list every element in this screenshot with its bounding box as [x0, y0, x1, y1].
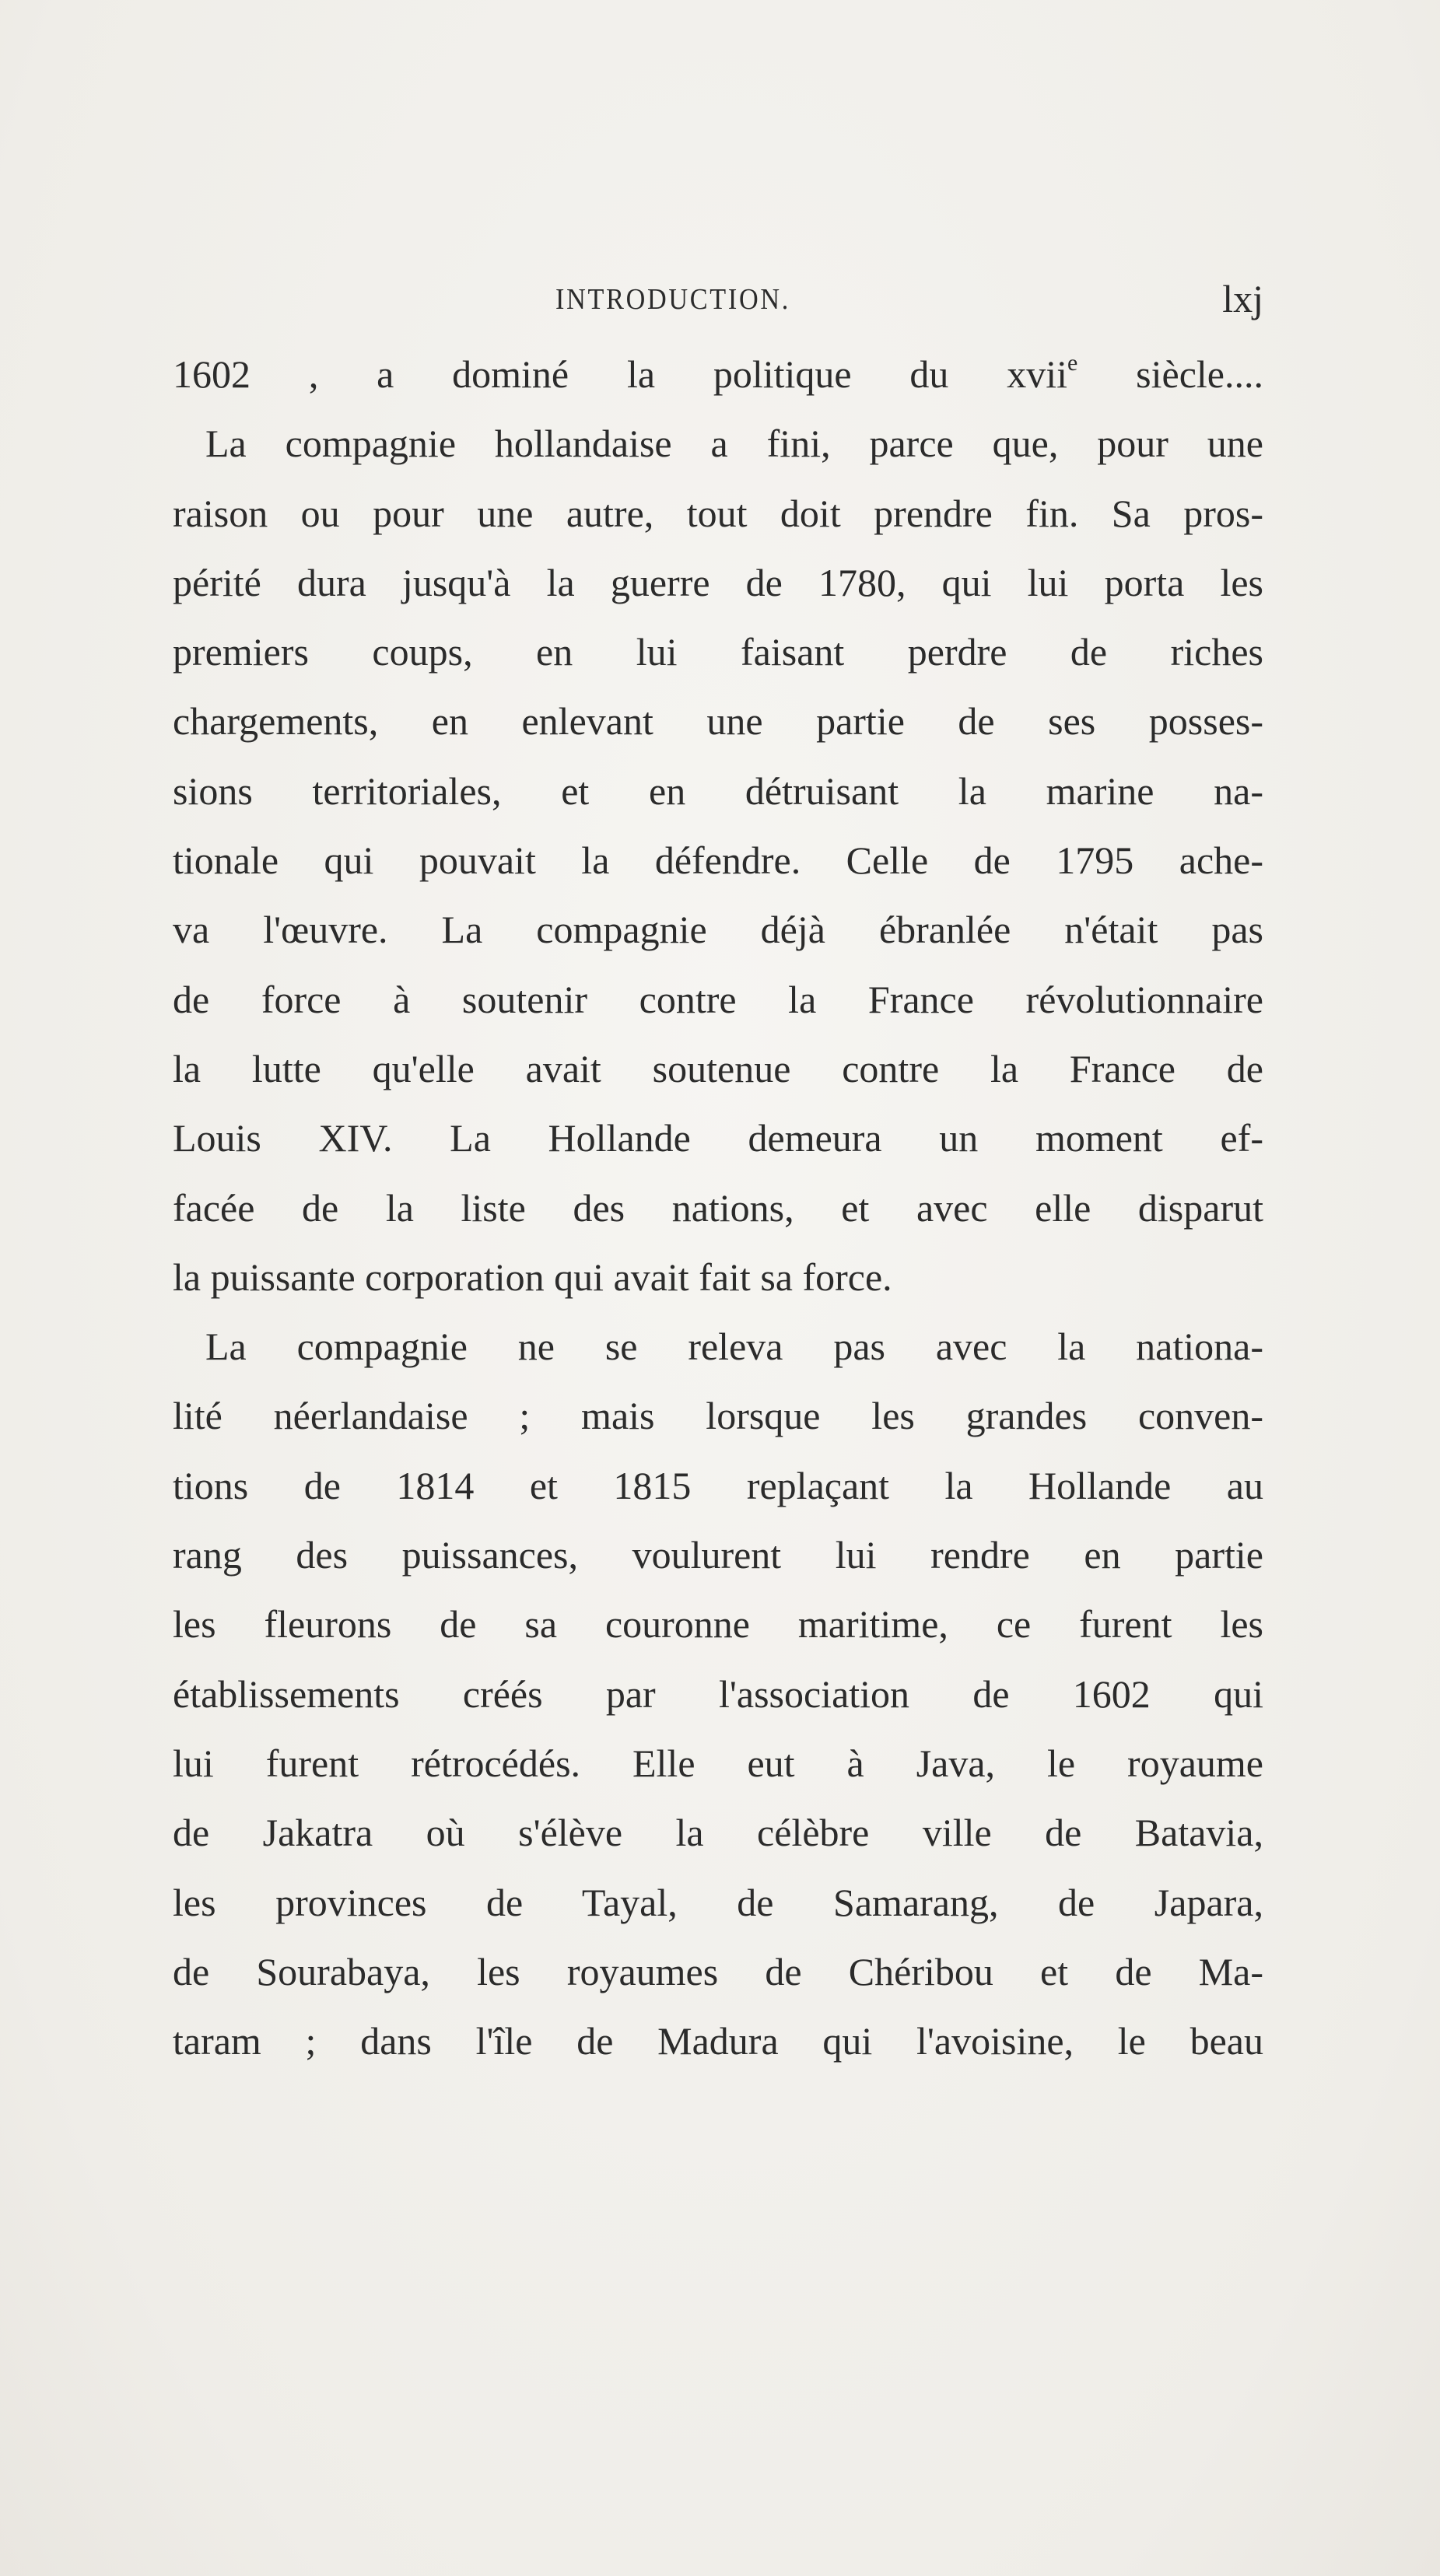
- text-line: facée de la liste des nations, et avec elle disparut: [173, 1185, 1263, 1230]
- text-line: premiers coups, en lui faisant perdre de riches: [173, 630, 1263, 674]
- text-line: va l'œuvre. La compagnie déjà ébranlée n'était pas: [173, 908, 1263, 952]
- superscript: e: [1067, 350, 1078, 376]
- text-line: de Jakatra où s'élève la célèbre ville de Batavia,: [173, 1811, 1263, 1855]
- text-line: établissements créés par l'association de 1602 qui: [173, 1671, 1263, 1716]
- page-header: [173, 276, 1263, 326]
- text-line: lité néerlandaise ; mais lorsque les grandes conven-: [173, 1394, 1263, 1438]
- text-line: tionale qui pouvait la défendre. Celle de 1795 ache-: [173, 838, 1263, 883]
- text-line: La compagnie ne se releva pas avec la nationa-: [205, 1325, 1263, 1369]
- text-line: tions de 1814 et 1815 replaçant la Hollande au: [173, 1463, 1263, 1507]
- text-line: raison ou pour une autre, tout doit prendre fin. Sa pros-: [173, 491, 1263, 535]
- page-number: lxj: [1222, 277, 1263, 320]
- text-line: de Sourabaya, les royaumes de Chéribou et de Ma-: [173, 1949, 1263, 1993]
- running-title: INTRODUCTION.: [555, 283, 791, 316]
- text-line: les fleurons de sa couronne maritime, ce furent les: [173, 1602, 1263, 1647]
- text-line: sions territoriales, et en détruisant la marine na-: [173, 768, 1263, 813]
- text-line: Louis XIV. La Hollande demeura un moment ef-: [173, 1116, 1263, 1160]
- text-line: chargements, en enlevant une partie de ses posses-: [173, 699, 1263, 744]
- text-line: les provinces de Tayal, de Samarang, de Japara,: [173, 1880, 1263, 1924]
- text-fragment: 1602 , a dominé la politique du xvii: [173, 352, 1068, 396]
- text-line: La compagnie hollandaise a fini, parce que, pour une: [205, 422, 1263, 466]
- text-line: taram ; dans l'île de Madura qui l'avoisine, le beau: [173, 2019, 1263, 2063]
- text-line: lui furent rétrocédés. Elle eut à Java, le royaume: [173, 1741, 1263, 1785]
- text-fragment: siècle....: [1077, 352, 1263, 396]
- text-line: la puissante corporation qui avait fait sa force.: [173, 1255, 892, 1299]
- text-line: périté dura jusqu'à la guerre de 1780, qui lui porta les: [173, 560, 1263, 604]
- text-line: la lutte qu'elle avait soutenue contre la France de: [173, 1046, 1263, 1090]
- text-line: [173, 340, 1263, 409]
- text-line: rang des puissances, voulurent lui rendre en partie: [173, 1533, 1263, 1577]
- body-text: [173, 340, 1263, 2076]
- text-line: de force à soutenir contre la France révolutionnaire: [173, 977, 1263, 1021]
